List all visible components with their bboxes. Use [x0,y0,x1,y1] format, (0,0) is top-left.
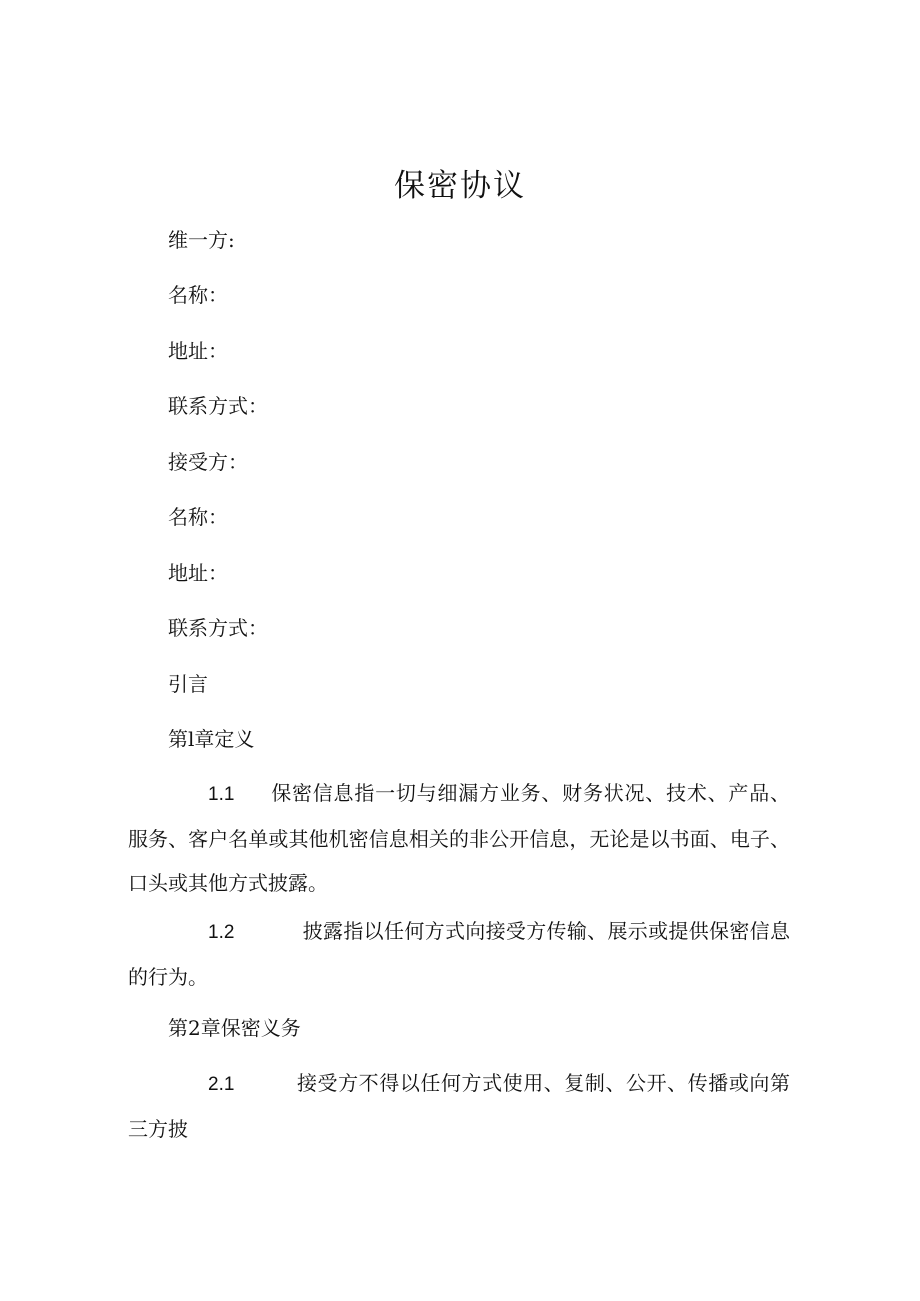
clause-2-1-number: 2.1 [208,1074,235,1095]
clause-1-2-text: 披露指以任何方式向接受方传输、展示或提供保密信息的行为。 [128,919,790,989]
clause-1-1-number: 1.1 [208,784,235,805]
clause-2-1 [128,1061,790,1151]
receiving-party-label: 接受方： [168,450,248,474]
chapter2-heading: 第2章保密义务 [168,1016,301,1040]
clause-1-1 [128,771,790,905]
disclosing-address-label: 地址： [168,339,228,363]
clause-1-2-number: 1.2 [208,922,235,943]
receiving-address-label: 地址： [168,561,228,585]
receiving-name-label: 名称： [168,505,228,529]
document-title: 保密协议 [394,168,526,204]
clause-2-1-text: 接受方不得以任何方式使用、复制、公开、传播或向第三方披 [128,1071,790,1141]
chapter1-heading: 第l章定义 [168,727,255,751]
clause-1-1-text: 保密信息指一切与细漏方业务、财务状况、技术、产品、服务、客户名单或其他机密信息相关的非公开信息，无论是以书面、电子、口头或其他方式披露。 [128,781,790,895]
disclosing-party-label: 维一方: [168,228,235,252]
receiving-contact-label: 联系方式： [168,616,268,640]
disclosing-name-label: 名称： [168,283,228,307]
intro-heading: 引言 [168,672,208,696]
disclosing-contact-label: 联系方式： [168,394,268,418]
clause-1-2 [128,909,790,999]
